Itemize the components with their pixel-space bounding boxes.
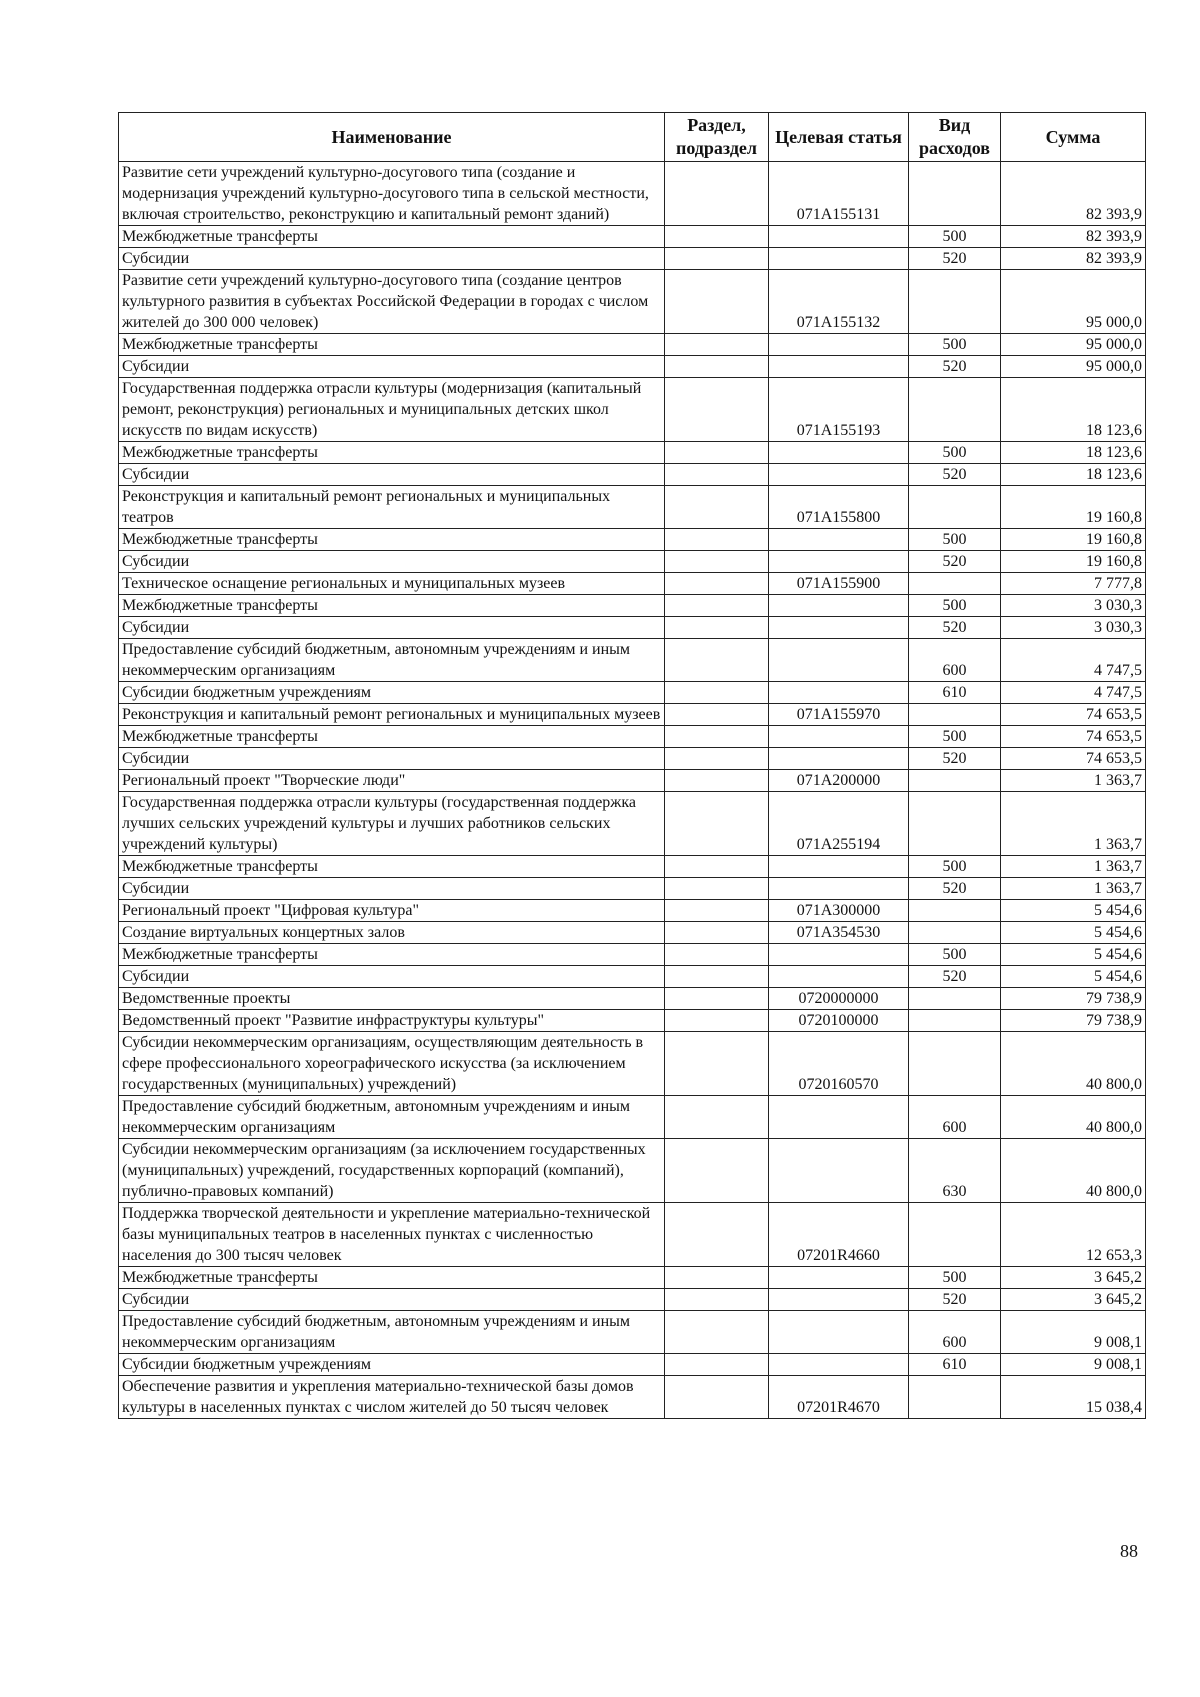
- row-razdel: [665, 573, 769, 595]
- table-row: [119, 1311, 1146, 1354]
- table-row: [119, 486, 1146, 529]
- row-target-article: 071A155131: [769, 162, 909, 226]
- budget-table: [118, 112, 1146, 1419]
- row-expense-type: 520: [909, 878, 1001, 900]
- row-name: Субсидии: [119, 617, 665, 639]
- row-razdel: [665, 595, 769, 617]
- row-name: Межбюджетные трансферты: [119, 442, 665, 464]
- row-sum: 5 454,6: [1001, 966, 1146, 988]
- row-target-article: [769, 682, 909, 704]
- row-expense-type: [909, 378, 1001, 442]
- row-expense-type: [909, 704, 1001, 726]
- row-target-article: 071A155193: [769, 378, 909, 442]
- row-name: Предоставление субсидий бюджетным, автономным учреждениям и иным некоммерческим организациям: [119, 639, 665, 682]
- table-row: [119, 617, 1146, 639]
- table-row: [119, 248, 1146, 270]
- row-target-article: [769, 1267, 909, 1289]
- row-sum: 79 738,9: [1001, 1010, 1146, 1032]
- row-name: Государственная поддержка отрасли культуры (модернизация (капитальный ремонт, реконструкция) региональных и муниципальных детских школ искусств по видам искусств): [119, 378, 665, 442]
- row-sum: 5 454,6: [1001, 900, 1146, 922]
- header-target-article: Целевая статья: [769, 113, 909, 162]
- row-razdel: [665, 1267, 769, 1289]
- header-expense-type: Вид расходов: [909, 113, 1001, 162]
- row-razdel: [665, 1311, 769, 1354]
- table-row: [119, 1096, 1146, 1139]
- row-razdel: [665, 944, 769, 966]
- row-sum: 5 454,6: [1001, 944, 1146, 966]
- table-row: [119, 922, 1146, 944]
- row-sum: 40 800,0: [1001, 1139, 1146, 1203]
- row-name: Межбюджетные трансферты: [119, 529, 665, 551]
- row-target-article: 07201R4670: [769, 1376, 909, 1419]
- table-row: [119, 1032, 1146, 1096]
- row-sum: 82 393,9: [1001, 162, 1146, 226]
- row-expense-type: 600: [909, 639, 1001, 682]
- row-target-article: [769, 726, 909, 748]
- table-row: [119, 770, 1146, 792]
- row-expense-type: 520: [909, 966, 1001, 988]
- table-row: [119, 442, 1146, 464]
- row-name: Межбюджетные трансферты: [119, 726, 665, 748]
- row-name: Субсидии: [119, 464, 665, 486]
- row-name: Обеспечение развития и укрепления материально-технической базы домов культуры в населенных пунктах с числом жителей до 50 тысяч человек: [119, 1376, 665, 1419]
- row-razdel: [665, 1010, 769, 1032]
- row-name: Поддержка творческой деятельности и укрепление материально-технической базы муниципальных театров в населенных пунктах с численностью населения до 300 тысяч человек: [119, 1203, 665, 1267]
- row-target-article: [769, 356, 909, 378]
- row-razdel: [665, 270, 769, 334]
- row-razdel: [665, 356, 769, 378]
- row-name: Субсидии некоммерческим организациям, осуществляющим деятельность в сфере профессионального хореографического искусства (за исключением государственных (муниципальных) учреждений): [119, 1032, 665, 1096]
- table-row: [119, 334, 1146, 356]
- row-expense-type: 500: [909, 726, 1001, 748]
- table-row: [119, 573, 1146, 595]
- row-name: Межбюджетные трансферты: [119, 595, 665, 617]
- row-name: Субсидии: [119, 551, 665, 573]
- row-sum: 19 160,8: [1001, 486, 1146, 529]
- row-razdel: [665, 162, 769, 226]
- table-row: [119, 966, 1146, 988]
- table-row: [119, 595, 1146, 617]
- row-expense-type: 520: [909, 1289, 1001, 1311]
- row-target-article: [769, 551, 909, 573]
- row-name: Региональный проект "Творческие люди": [119, 770, 665, 792]
- row-name: Межбюджетные трансферты: [119, 944, 665, 966]
- row-sum: 82 393,9: [1001, 226, 1146, 248]
- row-razdel: [665, 966, 769, 988]
- row-name: Техническое оснащение региональных и муниципальных музеев: [119, 573, 665, 595]
- row-razdel: [665, 748, 769, 770]
- table-row: [119, 226, 1146, 248]
- row-sum: 95 000,0: [1001, 334, 1146, 356]
- table-row: [119, 1267, 1146, 1289]
- row-razdel: [665, 682, 769, 704]
- row-sum: 95 000,0: [1001, 356, 1146, 378]
- table-row: [119, 270, 1146, 334]
- row-name: Субсидии: [119, 748, 665, 770]
- row-razdel: [665, 464, 769, 486]
- table-row: [119, 900, 1146, 922]
- row-sum: 12 653,3: [1001, 1203, 1146, 1267]
- table-row: [119, 378, 1146, 442]
- header-razdel: Раздел, подраздел: [665, 113, 769, 162]
- row-sum: 5 454,6: [1001, 922, 1146, 944]
- row-expense-type: [909, 1010, 1001, 1032]
- table-row: [119, 726, 1146, 748]
- row-razdel: [665, 248, 769, 270]
- row-expense-type: [909, 922, 1001, 944]
- table-row: [119, 1376, 1146, 1419]
- row-razdel: [665, 770, 769, 792]
- row-target-article: [769, 748, 909, 770]
- row-razdel: [665, 900, 769, 922]
- row-name: Межбюджетные трансферты: [119, 226, 665, 248]
- table-row: [119, 682, 1146, 704]
- table-row: [119, 792, 1146, 856]
- row-target-article: [769, 617, 909, 639]
- row-sum: 19 160,8: [1001, 551, 1146, 573]
- row-target-article: [769, 1354, 909, 1376]
- row-razdel: [665, 1139, 769, 1203]
- row-name: Ведомственные проекты: [119, 988, 665, 1010]
- row-name: Субсидии: [119, 356, 665, 378]
- row-target-article: [769, 966, 909, 988]
- row-razdel: [665, 726, 769, 748]
- page-number: 88: [1120, 1541, 1138, 1561]
- row-name: Субсидии: [119, 248, 665, 270]
- header-sum: Сумма: [1001, 113, 1146, 162]
- row-name: Субсидии: [119, 1289, 665, 1311]
- row-razdel: [665, 1354, 769, 1376]
- row-name: Развитие сети учреждений культурно-досугового типа (создание центров культурного развития в субъектах Российской Федерации в городах с числом жителей до 300 000 человек): [119, 270, 665, 334]
- row-expense-type: 500: [909, 226, 1001, 248]
- row-razdel: [665, 1096, 769, 1139]
- row-target-article: 071A354530: [769, 922, 909, 944]
- row-sum: 3 030,3: [1001, 595, 1146, 617]
- table-row: [119, 944, 1146, 966]
- row-sum: 82 393,9: [1001, 248, 1146, 270]
- row-expense-type: 610: [909, 682, 1001, 704]
- row-sum: 9 008,1: [1001, 1354, 1146, 1376]
- row-expense-type: 500: [909, 1267, 1001, 1289]
- row-target-article: 0720100000: [769, 1010, 909, 1032]
- row-name: Реконструкция и капитальный ремонт региональных и муниципальных театров: [119, 486, 665, 529]
- table-header-row: [119, 113, 1146, 162]
- row-expense-type: 500: [909, 529, 1001, 551]
- row-razdel: [665, 529, 769, 551]
- row-expense-type: [909, 270, 1001, 334]
- row-sum: 74 653,5: [1001, 704, 1146, 726]
- row-expense-type: [909, 900, 1001, 922]
- row-target-article: [769, 856, 909, 878]
- row-sum: 1 363,7: [1001, 878, 1146, 900]
- row-expense-type: [909, 162, 1001, 226]
- row-razdel: [665, 1376, 769, 1419]
- table-row: [119, 356, 1146, 378]
- table-row: [119, 878, 1146, 900]
- row-target-article: 071A255194: [769, 792, 909, 856]
- row-target-article: [769, 1139, 909, 1203]
- row-target-article: [769, 595, 909, 617]
- row-target-article: [769, 1311, 909, 1354]
- table-row: [119, 529, 1146, 551]
- row-sum: 1 363,7: [1001, 792, 1146, 856]
- row-sum: 18 123,6: [1001, 442, 1146, 464]
- row-target-article: [769, 1289, 909, 1311]
- row-razdel: [665, 856, 769, 878]
- row-expense-type: [909, 486, 1001, 529]
- row-expense-type: 520: [909, 248, 1001, 270]
- row-name: Межбюджетные трансферты: [119, 856, 665, 878]
- row-target-article: [769, 878, 909, 900]
- row-razdel: [665, 922, 769, 944]
- row-target-article: [769, 226, 909, 248]
- row-target-article: 0720000000: [769, 988, 909, 1010]
- table-row: [119, 856, 1146, 878]
- row-sum: 74 653,5: [1001, 726, 1146, 748]
- row-razdel: [665, 226, 769, 248]
- row-name: Региональный проект "Цифровая культура": [119, 900, 665, 922]
- row-sum: 74 653,5: [1001, 748, 1146, 770]
- header-name: Наименование: [119, 113, 665, 162]
- row-sum: 1 363,7: [1001, 856, 1146, 878]
- row-target-article: 071A200000: [769, 770, 909, 792]
- row-target-article: [769, 1096, 909, 1139]
- row-expense-type: 610: [909, 1354, 1001, 1376]
- row-sum: 7 777,8: [1001, 573, 1146, 595]
- row-sum: 4 747,5: [1001, 639, 1146, 682]
- row-name: Субсидии: [119, 878, 665, 900]
- row-name: Субсидии некоммерческим организациям (за исключением государственных (муниципальных) учреждений, государственных корпораций (компаний), публично-правовых компаний): [119, 1139, 665, 1203]
- row-expense-type: 500: [909, 334, 1001, 356]
- row-razdel: [665, 878, 769, 900]
- row-razdel: [665, 378, 769, 442]
- row-target-article: [769, 442, 909, 464]
- table-row: [119, 1354, 1146, 1376]
- table-row: [119, 1010, 1146, 1032]
- row-name: Ведомственный проект "Развитие инфраструктуры культуры": [119, 1010, 665, 1032]
- table-row: [119, 988, 1146, 1010]
- row-expense-type: 600: [909, 1096, 1001, 1139]
- row-name: Государственная поддержка отрасли культуры (государственная поддержка лучших сельских учреждений культуры и лучших работников сельских учреждений культуры): [119, 792, 665, 856]
- row-sum: 40 800,0: [1001, 1032, 1146, 1096]
- row-target-article: 071A155900: [769, 573, 909, 595]
- row-expense-type: 500: [909, 944, 1001, 966]
- row-razdel: [665, 1203, 769, 1267]
- row-sum: 18 123,6: [1001, 378, 1146, 442]
- table-row: [119, 1139, 1146, 1203]
- row-target-article: 07201R4660: [769, 1203, 909, 1267]
- row-expense-type: 630: [909, 1139, 1001, 1203]
- table-row: [119, 464, 1146, 486]
- row-expense-type: 500: [909, 595, 1001, 617]
- row-name: Предоставление субсидий бюджетным, автономным учреждениям и иным некоммерческим организациям: [119, 1096, 665, 1139]
- row-razdel: [665, 704, 769, 726]
- row-target-article: [769, 334, 909, 356]
- row-sum: 3 030,3: [1001, 617, 1146, 639]
- row-expense-type: [909, 573, 1001, 595]
- row-sum: 79 738,9: [1001, 988, 1146, 1010]
- row-sum: 15 038,4: [1001, 1376, 1146, 1419]
- row-sum: 19 160,8: [1001, 529, 1146, 551]
- row-expense-type: [909, 1203, 1001, 1267]
- row-target-article: 071A155800: [769, 486, 909, 529]
- row-target-article: 0720160570: [769, 1032, 909, 1096]
- row-sum: 95 000,0: [1001, 270, 1146, 334]
- row-name: Реконструкция и капитальный ремонт региональных и муниципальных музеев: [119, 704, 665, 726]
- row-sum: 4 747,5: [1001, 682, 1146, 704]
- row-target-article: [769, 529, 909, 551]
- row-expense-type: 500: [909, 442, 1001, 464]
- row-sum: 3 645,2: [1001, 1289, 1146, 1311]
- row-name: Развитие сети учреждений культурно-досугового типа (создание и модернизация учреждений культурно-досугового типа в сельской местности, включая строительство, реконструкцию и капитальный ремонт зданий): [119, 162, 665, 226]
- table-body: [119, 162, 1146, 1419]
- row-razdel: [665, 617, 769, 639]
- row-sum: 3 645,2: [1001, 1267, 1146, 1289]
- row-expense-type: 520: [909, 551, 1001, 573]
- table-row: [119, 639, 1146, 682]
- row-razdel: [665, 334, 769, 356]
- row-target-article: [769, 464, 909, 486]
- row-razdel: [665, 1289, 769, 1311]
- row-name: Субсидии бюджетным учреждениям: [119, 682, 665, 704]
- row-expense-type: 520: [909, 617, 1001, 639]
- row-expense-type: [909, 988, 1001, 1010]
- row-razdel: [665, 442, 769, 464]
- row-name: Субсидии: [119, 966, 665, 988]
- row-expense-type: [909, 770, 1001, 792]
- table-row: [119, 1289, 1146, 1311]
- row-name: Создание виртуальных концертных залов: [119, 922, 665, 944]
- row-expense-type: 520: [909, 464, 1001, 486]
- row-target-article: 071A155970: [769, 704, 909, 726]
- row-target-article: [769, 639, 909, 682]
- row-target-article: [769, 248, 909, 270]
- row-name: Субсидии бюджетным учреждениям: [119, 1354, 665, 1376]
- table-row: [119, 1203, 1146, 1267]
- row-expense-type: 520: [909, 748, 1001, 770]
- table-row: [119, 551, 1146, 573]
- table-row: [119, 704, 1146, 726]
- row-razdel: [665, 988, 769, 1010]
- row-sum: 18 123,6: [1001, 464, 1146, 486]
- row-expense-type: [909, 792, 1001, 856]
- row-razdel: [665, 486, 769, 529]
- table-row: [119, 162, 1146, 226]
- row-expense-type: [909, 1376, 1001, 1419]
- row-expense-type: 500: [909, 856, 1001, 878]
- row-target-article: 071A300000: [769, 900, 909, 922]
- row-razdel: [665, 639, 769, 682]
- row-sum: 1 363,7: [1001, 770, 1146, 792]
- row-expense-type: [909, 1032, 1001, 1096]
- row-expense-type: 520: [909, 356, 1001, 378]
- row-name: Межбюджетные трансферты: [119, 1267, 665, 1289]
- row-name: Межбюджетные трансферты: [119, 334, 665, 356]
- row-target-article: 071A155132: [769, 270, 909, 334]
- row-expense-type: 600: [909, 1311, 1001, 1354]
- row-name: Предоставление субсидий бюджетным, автономным учреждениям и иным некоммерческим организациям: [119, 1311, 665, 1354]
- row-razdel: [665, 1032, 769, 1096]
- row-sum: 9 008,1: [1001, 1311, 1146, 1354]
- table-row: [119, 748, 1146, 770]
- row-target-article: [769, 944, 909, 966]
- row-razdel: [665, 792, 769, 856]
- row-sum: 40 800,0: [1001, 1096, 1146, 1139]
- row-razdel: [665, 551, 769, 573]
